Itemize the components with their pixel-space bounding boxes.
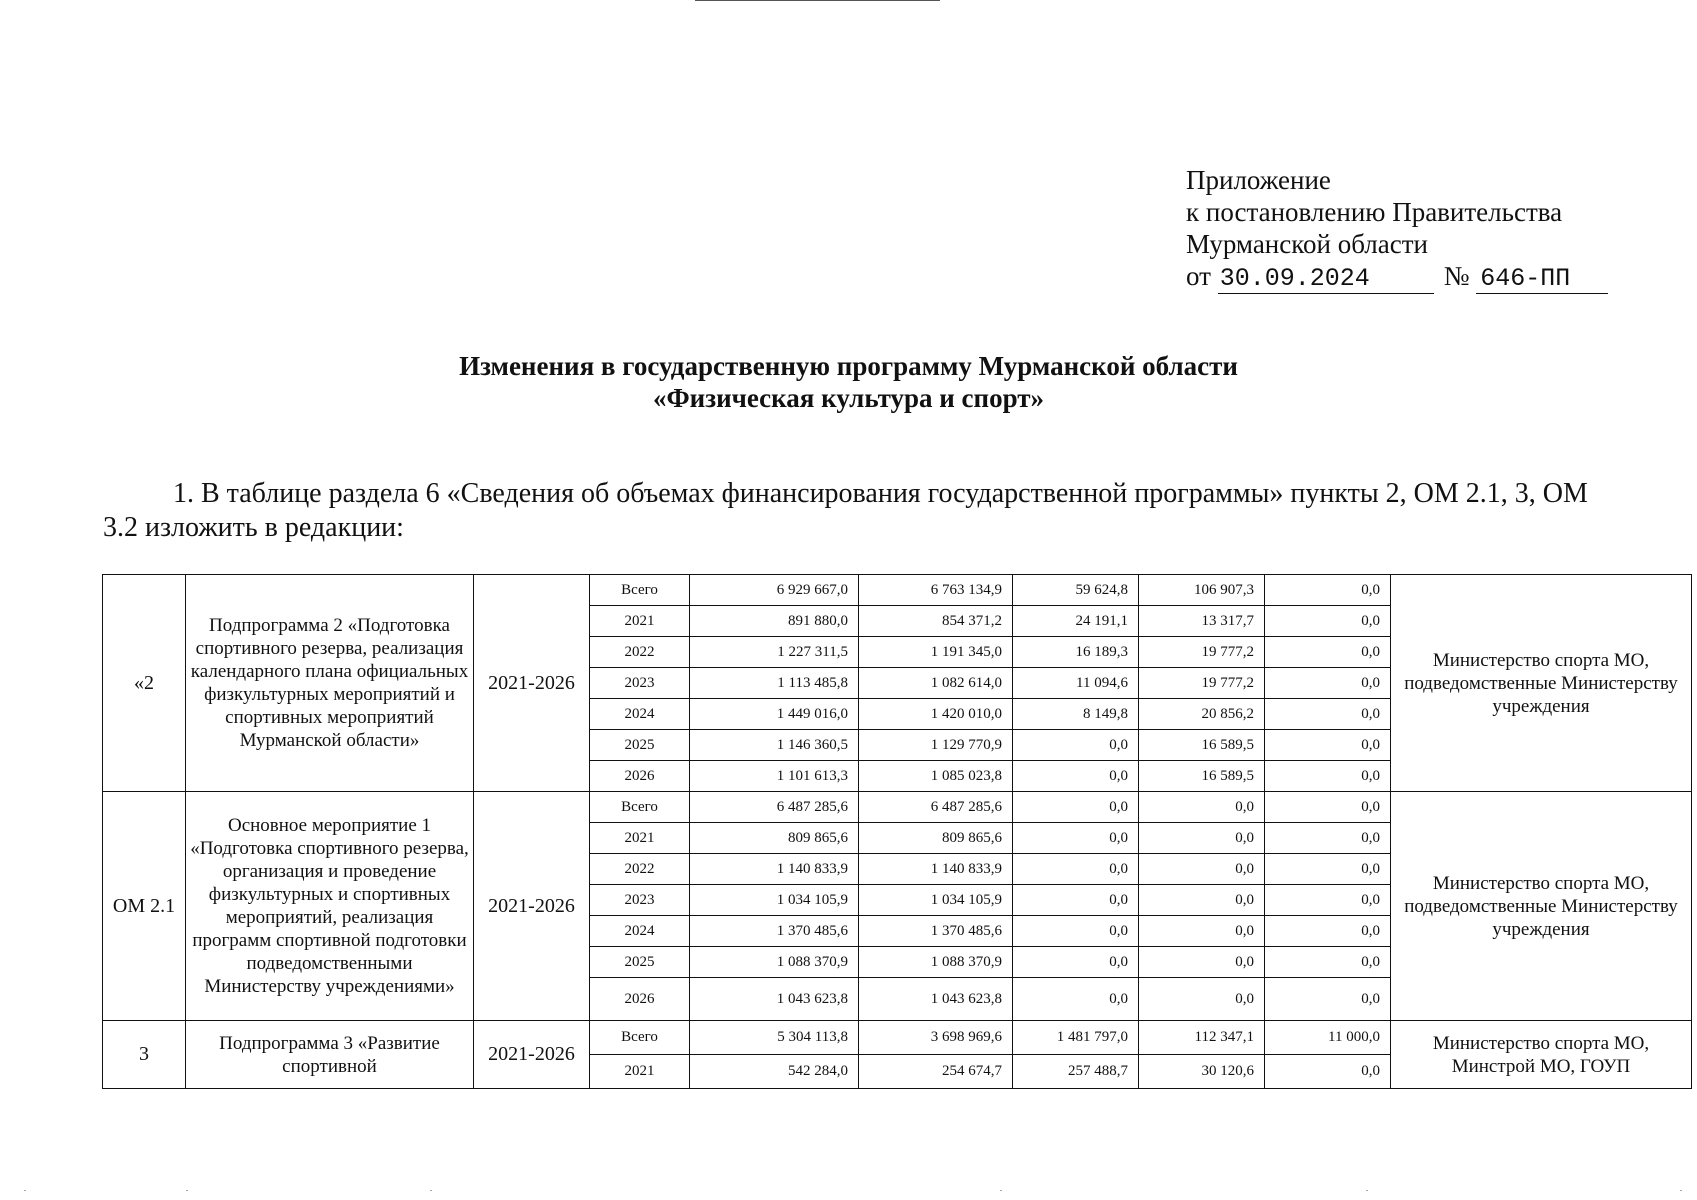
item-executor: Министерство спорта МО, подведомственные Министерству учреждения	[1391, 575, 1692, 792]
year-cell: 2026	[590, 761, 690, 792]
value-cell: 0,0	[1265, 978, 1391, 1021]
from-label: от	[1186, 261, 1211, 291]
year-cell: 2025	[590, 730, 690, 761]
value-cell: 11 000,0	[1265, 1021, 1391, 1055]
instruction-paragraph	[103, 477, 1633, 545]
appendix-header	[1186, 164, 1608, 294]
financing-table	[102, 574, 1692, 1089]
resolution-number: 646-ПП	[1476, 265, 1608, 294]
year-cell: 2021	[590, 606, 690, 637]
value-cell: 0,0	[1013, 885, 1139, 916]
value-cell: 0,0	[1013, 792, 1139, 823]
total-value: 1 101 613,3	[690, 761, 859, 792]
value-cell: 0,0	[1139, 885, 1265, 916]
value-cell: 19 777,2	[1139, 637, 1265, 668]
value-cell: 0,0	[1013, 823, 1139, 854]
value-cell: 0,0	[1139, 854, 1265, 885]
table-row	[103, 575, 1692, 606]
resolution-date: 30.09.2024	[1218, 265, 1434, 294]
value-cell: 0,0	[1139, 916, 1265, 947]
item-name: Подпрограмма 2 «Подготовка спортивного резерва, реализация календарного плана официальных физкультурных мероприятий и спортивных мероприятий Мурманской области»	[186, 575, 474, 792]
total-value: 1 043 623,8	[690, 978, 859, 1021]
total-value: 1 140 833,9	[690, 854, 859, 885]
value-cell: 0,0	[1265, 606, 1391, 637]
value-cell: 0,0	[1265, 885, 1391, 916]
appendix-title: Приложение	[1186, 165, 1331, 195]
paragraph-line-1: 1. В таблице раздела 6 «Сведения об объемах финансирования государственной программы» пункты 2, ОМ 2.1, 3, ОМ	[173, 478, 1588, 509]
value-cell: 16 189,3	[1013, 637, 1139, 668]
item-executor: Министерство спорта МО, подведомственные Министерству учреждения	[1391, 792, 1692, 1021]
value-cell: 0,0	[1139, 792, 1265, 823]
value-cell: 13 317,7	[1139, 606, 1265, 637]
total-value: 1 449 016,0	[690, 699, 859, 730]
value-cell: 0,0	[1013, 854, 1139, 885]
item-name: Основное мероприятие 1 «Подготовка спортивного резерва, организация и проведение физкультурных и спортивных мероприятий, реализация программ спортивной подготовки подведомственными Министерству учреждениями»	[186, 792, 474, 1021]
year-cell: 2021	[590, 1055, 690, 1089]
value-cell: 257 488,7	[1013, 1055, 1139, 1089]
value-cell: 0,0	[1013, 916, 1139, 947]
title-line-1: Изменения в государственную программу Мурманской области	[459, 351, 1238, 381]
value-cell: 0,0	[1265, 854, 1391, 885]
value-cell: 0,0	[1265, 637, 1391, 668]
total-value: 1 034 105,9	[690, 885, 859, 916]
value-cell: 0,0	[1013, 947, 1139, 978]
value-cell: 0,0	[1139, 947, 1265, 978]
value-cell: 0,0	[1265, 761, 1391, 792]
value-cell: 1 088 370,9	[859, 947, 1013, 978]
table-row	[103, 1021, 1692, 1055]
value-cell: 106 907,3	[1139, 575, 1265, 606]
year-cell: 2024	[590, 916, 690, 947]
total-value: 809 865,6	[690, 823, 859, 854]
value-cell: 0,0	[1265, 916, 1391, 947]
value-cell: 0,0	[1265, 792, 1391, 823]
value-cell: 11 094,6	[1013, 668, 1139, 699]
value-cell: 6 487 285,6	[859, 792, 1013, 823]
year-cell: Всего	[590, 792, 690, 823]
value-cell: 1 481 797,0	[1013, 1021, 1139, 1055]
value-cell: 6 763 134,9	[859, 575, 1013, 606]
value-cell: 0,0	[1265, 575, 1391, 606]
value-cell: 112 347,1	[1139, 1021, 1265, 1055]
value-cell: 0,0	[1265, 947, 1391, 978]
item-number: ОМ 2.1	[103, 792, 186, 1021]
value-cell: 0,0	[1265, 1055, 1391, 1089]
table-row	[103, 792, 1692, 823]
value-cell: 0,0	[1265, 823, 1391, 854]
value-cell: 0,0	[1139, 823, 1265, 854]
value-cell: 0,0	[1013, 978, 1139, 1021]
value-cell: 20 856,2	[1139, 699, 1265, 730]
value-cell: 1 085 023,8	[859, 761, 1013, 792]
total-value: 1 113 485,8	[690, 668, 859, 699]
value-cell: 0,0	[1139, 978, 1265, 1021]
year-cell: 2026	[590, 978, 690, 1021]
value-cell: 0,0	[1265, 668, 1391, 699]
value-cell: 1 043 623,8	[859, 978, 1013, 1021]
total-value: 1 146 360,5	[690, 730, 859, 761]
year-cell: Всего	[590, 575, 690, 606]
year-cell: 2022	[590, 854, 690, 885]
total-value: 6 487 285,6	[690, 792, 859, 823]
value-cell: 1 129 770,9	[859, 730, 1013, 761]
total-value: 1 088 370,9	[690, 947, 859, 978]
item-period: 2021-2026	[474, 575, 590, 792]
item-number: «2	[103, 575, 186, 792]
item-name: Подпрограмма 3 «Развитие спортивной	[186, 1021, 474, 1089]
value-cell: 16 589,5	[1139, 730, 1265, 761]
value-cell: 24 191,1	[1013, 606, 1139, 637]
value-cell: 854 371,2	[859, 606, 1013, 637]
number-label: №	[1443, 261, 1470, 291]
total-value: 1 227 311,5	[690, 637, 859, 668]
value-cell: 809 865,6	[859, 823, 1013, 854]
document-title	[0, 350, 1697, 414]
total-value: 5 304 113,8	[690, 1021, 859, 1055]
appendix-date-number	[1186, 260, 1608, 294]
value-cell: 30 120,6	[1139, 1055, 1265, 1089]
title-line-2: «Физическая культура и спорт»	[652, 383, 1045, 413]
value-cell: 0,0	[1013, 761, 1139, 792]
total-value: 6 929 667,0	[690, 575, 859, 606]
item-executor: Министерство спорта МО, Минстрой МО, ГОУП	[1391, 1021, 1692, 1089]
value-cell: 19 777,2	[1139, 668, 1265, 699]
value-cell: 1 140 833,9	[859, 854, 1013, 885]
value-cell: 1 034 105,9	[859, 885, 1013, 916]
value-cell: 0,0	[1265, 730, 1391, 761]
appendix-region: Мурманской области	[1186, 229, 1428, 259]
total-value: 891 880,0	[690, 606, 859, 637]
value-cell: 8 149,8	[1013, 699, 1139, 730]
value-cell: 3 698 969,6	[859, 1021, 1013, 1055]
value-cell: 59 624,8	[1013, 575, 1139, 606]
year-cell: 2023	[590, 885, 690, 916]
year-cell: 2022	[590, 637, 690, 668]
value-cell: 0,0	[1265, 699, 1391, 730]
value-cell: 1 420 010,0	[859, 699, 1013, 730]
value-cell: 254 674,7	[859, 1055, 1013, 1089]
value-cell: 1 082 614,0	[859, 668, 1013, 699]
year-cell: Всего	[590, 1021, 690, 1055]
total-value: 542 284,0	[690, 1055, 859, 1089]
year-cell: 2021	[590, 823, 690, 854]
year-cell: 2024	[590, 699, 690, 730]
top-rule	[695, 0, 940, 2]
item-period: 2021-2026	[474, 1021, 590, 1089]
item-number: 3	[103, 1021, 186, 1089]
total-value: 1 370 485,6	[690, 916, 859, 947]
value-cell: 16 589,5	[1139, 761, 1265, 792]
year-cell: 2023	[590, 668, 690, 699]
value-cell: 1 191 345,0	[859, 637, 1013, 668]
item-period: 2021-2026	[474, 792, 590, 1021]
paragraph-line-2: 3.2 изложить в редакции:	[103, 512, 404, 543]
value-cell: 0,0	[1013, 730, 1139, 761]
value-cell: 1 370 485,6	[859, 916, 1013, 947]
year-cell: 2025	[590, 947, 690, 978]
appendix-resolution: к постановлению Правительства	[1186, 197, 1563, 227]
